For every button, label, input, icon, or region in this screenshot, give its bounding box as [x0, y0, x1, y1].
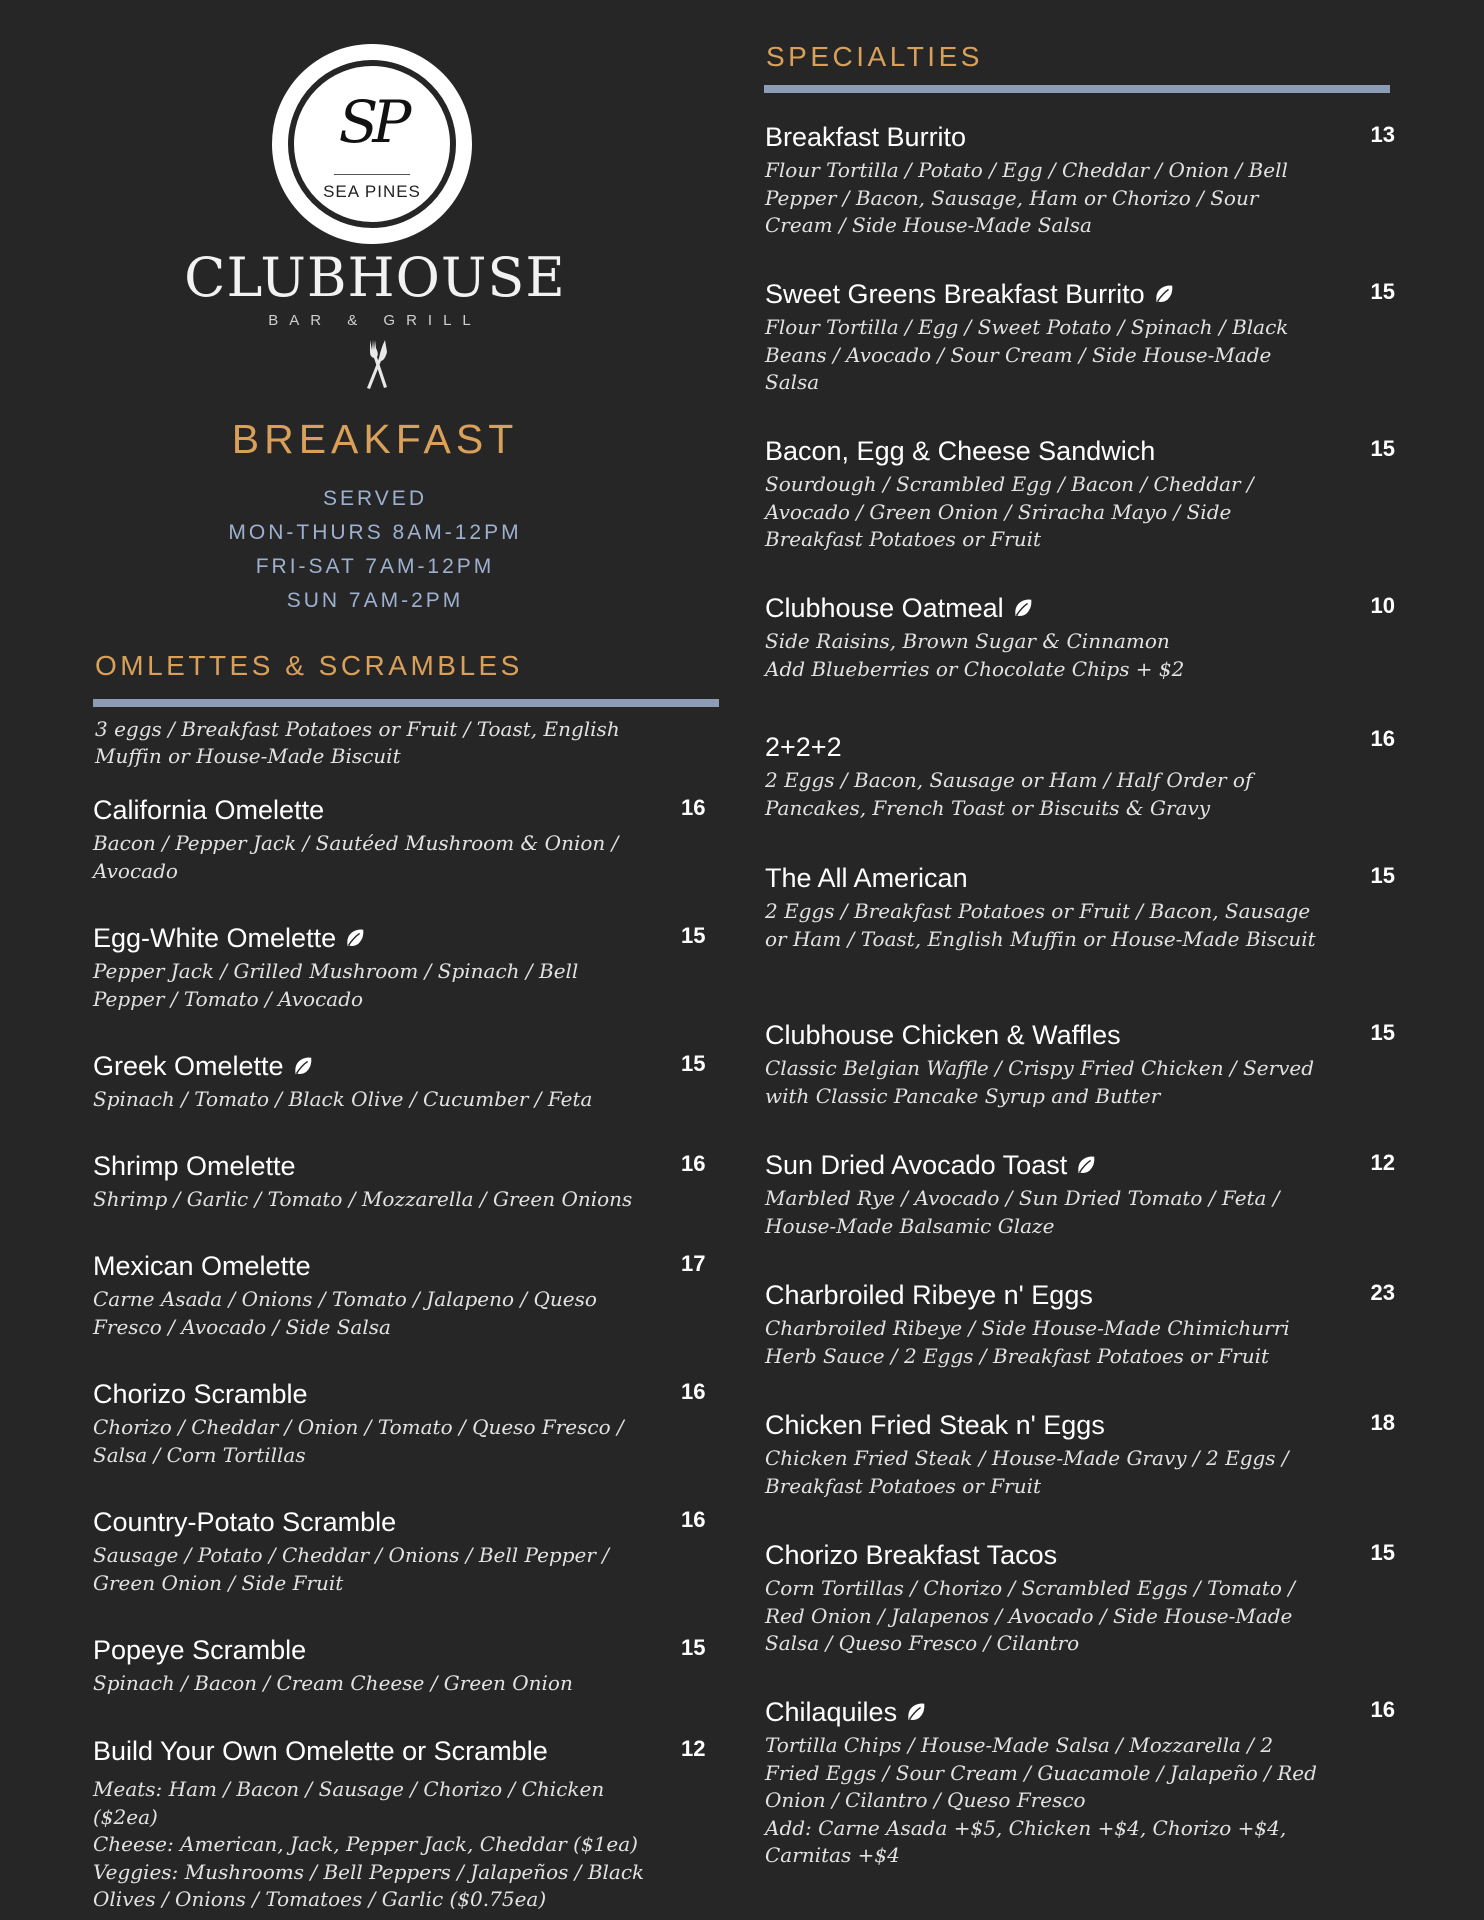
item-name-row [765, 1695, 1395, 1729]
clubhouse-logo [180, 40, 570, 400]
menu-item [93, 793, 706, 885]
item-price: 15 [1370, 863, 1395, 888]
item-description: Carne Asada / Onions / Tomato / Jalapeno / Queso Fresco / Avocado / Side Salsa [93, 1287, 597, 1339]
specialties-section-title: SPECIALTIES [766, 41, 983, 72]
item-name: Chorizo Scramble [93, 1379, 308, 1409]
item-price: 16 [681, 1507, 706, 1532]
item-name: Charbroiled Ribeye n' Eggs [765, 1280, 1093, 1310]
item-name: Chilaquiles [765, 1697, 898, 1727]
item-name: Egg-White Omelette [93, 923, 337, 953]
leaf-icon [1012, 597, 1034, 619]
item-description: Chorizo / Cheddar / Onion / Tomato / Queso Fresco / Salsa / Corn Tortillas [93, 1415, 624, 1467]
item-price: 15 [1370, 436, 1395, 461]
item-name: Chicken Fried Steak n' Eggs [765, 1410, 1105, 1440]
byo-meats-label: Meats: [93, 1777, 163, 1801]
byo-cheese [93, 1831, 653, 1859]
fork-knife-icon [363, 338, 391, 390]
item-price: 12 [1370, 1150, 1395, 1175]
item-description: Spinach / Tomato / Black Olive / Cucumber / Feta [93, 1087, 593, 1111]
item-description: Sourdough / Scrambled Egg / Bacon / Cheddar / Avocado / Green Onion / Sriracha Mayo / Side Breakfast Potatoes or Fruit [765, 472, 1254, 551]
menu-item [765, 1148, 1395, 1240]
menu-item [93, 1049, 706, 1114]
item-name-row [93, 1049, 706, 1083]
item-name: The All American [765, 863, 968, 893]
menu-item [765, 1278, 1395, 1370]
item-name: Mexican Omelette [93, 1251, 311, 1281]
item-description: Spinach / Bacon / Cream Cheese / Green Onion [93, 1671, 573, 1695]
menu-item [765, 861, 1395, 953]
menu-item [765, 434, 1395, 554]
item-description-line: Tortilla Chips / House-Made Salsa / Mozzarella / 2 Fried Eggs / Sour Cream / Guacamole / Jalapeño / Red Onion / Cilantro / Queso Fresco [765, 1733, 1317, 1812]
logo-name: CLUBHOUSE [184, 246, 566, 309]
item-description: Classic Belgian Waffle / Crispy Fried Chicken / Served with Classic Pancake Syrup and Butter [765, 1056, 1315, 1108]
byo-cheese-label: Cheese: [93, 1832, 174, 1856]
item-name: Country-Potato Scramble [93, 1507, 397, 1537]
byo-meats [93, 1776, 653, 1831]
item-name: Breakfast Burrito [765, 122, 967, 152]
serving-hours [93, 482, 657, 618]
item-description: Chicken Fried Steak / House-Made Gravy / 2 Eggs / Breakfast Potatoes or Fruit [765, 1446, 1289, 1498]
byo-veggies [93, 1859, 653, 1914]
item-description [765, 628, 1325, 683]
menu-item-build-your-own [93, 1734, 706, 1914]
logo-subtitle: SEA PINES [323, 182, 421, 201]
leaf-icon [1075, 1154, 1097, 1176]
item-description: 2 Eggs / Bacon, Sausage or Ham / Half Order of Pancakes, French Toast or Biscuits & Gravy [765, 768, 1253, 820]
item-description: Bacon / Pepper Jack / Sautéed Mushroom & Onion / Avocado [93, 831, 619, 883]
leaf-icon [292, 1055, 314, 1077]
item-name-row [765, 1148, 1395, 1182]
item-name: Clubhouse Chicken & Waffles [765, 1020, 1121, 1050]
item-description [93, 1776, 653, 1914]
item-price: 15 [681, 1635, 706, 1660]
item-price: 18 [1370, 1410, 1395, 1435]
menu-item [765, 1018, 1395, 1110]
breakfast-title: BREAKFAST [231, 416, 519, 462]
item-name: Build Your Own Omelette or Scramble [93, 1736, 548, 1766]
item-price: 16 [681, 1379, 706, 1404]
menu-item [765, 1538, 1395, 1658]
menu-item [765, 591, 1395, 683]
leaf-icon [344, 927, 366, 949]
item-name: 2+2+2 [765, 732, 842, 762]
served-label: SERVED [323, 487, 427, 510]
item-description: Sausage / Potato / Cheddar / Onions / Bell Pepper / Green Onion / Side Fruit [93, 1543, 610, 1595]
menu-item [765, 1695, 1395, 1870]
omelettes-divider [93, 699, 719, 707]
item-name: Sweet Greens Breakfast Burrito [765, 279, 1145, 309]
item-name: Chorizo Breakfast Tacos [765, 1540, 1058, 1570]
menu-item [93, 1377, 706, 1469]
menu-item [93, 921, 706, 1013]
item-description: Pepper Jack / Grilled Mushroom / Spinach / Bell Pepper / Tomato / Avocado [93, 959, 579, 1011]
item-price: 12 [681, 1736, 706, 1761]
menu-item [93, 1249, 706, 1341]
logo-divider [334, 174, 410, 175]
item-price: 16 [681, 1151, 706, 1176]
item-price: 10 [1370, 593, 1395, 618]
item-description: Flour Tortilla / Egg / Sweet Potato / Spinach / Black Beans / Avocado / Sour Cream / Side House-Made Salsa [765, 315, 1289, 394]
item-price: 15 [1370, 1020, 1395, 1045]
hours-mon-thurs: MON-THURS 8AM-12PM [228, 521, 522, 544]
logo-badge [272, 44, 472, 244]
menu-item [765, 120, 1395, 240]
item-name: Bacon, Egg & Cheese Sandwich [765, 436, 1156, 466]
item-price: 15 [681, 923, 706, 948]
item-name-row [765, 277, 1395, 311]
item-name: Greek Omelette [93, 1051, 284, 1081]
item-name-row [93, 921, 706, 955]
menu-item [765, 1408, 1395, 1500]
item-name: Popeye Scramble [93, 1635, 307, 1665]
item-price: 16 [1370, 726, 1395, 751]
omelettes-intro: 3 eggs / Breakfast Potatoes or Fruit / Toast, English Muffin or House-Made Biscuit [95, 717, 620, 768]
item-price: 17 [681, 1251, 706, 1276]
item-description: 2 Eggs / Breakfast Potatoes or Fruit / Bacon, Sausage or Ham / Toast, English Muffin or House-Made Biscuit [765, 899, 1316, 951]
item-addon-line: Add Blueberries or Chocolate Chips + $2 [765, 656, 1185, 681]
item-name: California Omelette [93, 795, 325, 825]
item-description: Shrimp / Garlic / Tomato / Mozzarella / Green Onions [93, 1187, 633, 1211]
menu-item [765, 726, 1395, 822]
byo-veggies-options: Mushrooms / Bell Peppers / Jalapeños / Black Olives / Onions / Tomatoes / Garlic ($0.75ea) [93, 1859, 645, 1911]
omelettes-section-title: OMLETTES & SCRAMBLES [95, 650, 523, 681]
item-description: Flour Tortilla / Potato / Egg / Cheddar / Onion / Bell Pepper / Bacon, Sausage, Ham or Chorizo / Sour Cream / Side House-Made Salsa [765, 158, 1288, 237]
item-name: Clubhouse Oatmeal [765, 593, 1004, 623]
menu-item [93, 1149, 706, 1214]
item-description: Corn Tortillas / Chorizo / Scrambled Eggs / Tomato / Red Onion / Jalapenos / Avocado / Side House-Made Salsa / Queso Fresco / Cilantro [765, 1576, 1295, 1655]
item-price: 13 [1370, 122, 1395, 147]
item-price: 15 [1370, 1540, 1395, 1565]
item-name: Sun Dried Avocado Toast [765, 1150, 1068, 1180]
logo-monogram: SP [338, 88, 406, 156]
hours-fri-sat: FRI-SAT 7AM-12PM [255, 555, 495, 578]
item-price: 15 [681, 1051, 706, 1076]
menu-item [765, 277, 1395, 397]
item-name-row [765, 591, 1395, 625]
item-name: Shrimp Omelette [93, 1151, 296, 1181]
menu-item [93, 1505, 706, 1597]
item-description-line: Side Raisins, Brown Sugar & Cinnamon [765, 629, 1170, 653]
item-price: 15 [1370, 279, 1395, 304]
item-description: Marbled Rye / Avocado / Sun Dried Tomato / Feta / House-Made Balsamic Glaze [765, 1186, 1280, 1238]
menu-item [93, 1633, 706, 1698]
leaf-icon [905, 1701, 927, 1723]
item-price: 16 [681, 795, 706, 820]
leaf-icon [1153, 283, 1175, 305]
item-price: 16 [1370, 1697, 1395, 1722]
item-price: 23 [1370, 1280, 1395, 1305]
byo-meats-options: Ham / Bacon / Sausage / Chorizo / Chicken ($2ea) [93, 1777, 605, 1829]
byo-veggies-label: Veggies: [93, 1859, 179, 1884]
hours-sun: SUN 7AM-2PM [286, 589, 464, 612]
logo-ring [288, 60, 456, 228]
specialties-divider [764, 85, 1390, 93]
logo-tagline: BAR & GRILL [268, 312, 482, 329]
item-description [765, 1732, 1325, 1870]
item-description: Charbroiled Ribeye / Side House-Made Chimichurri Herb Sauce / 2 Eggs / Breakfast Potatoes or Fruit [765, 1316, 1290, 1368]
item-addon-line: Add: Carne Asada +$5, Chicken +$4, Chorizo +$4, Carnitas +$4 [765, 1815, 1287, 1867]
byo-cheese-options: American, Jack, Pepper Jack, Cheddar ($1ea) [180, 1832, 638, 1856]
